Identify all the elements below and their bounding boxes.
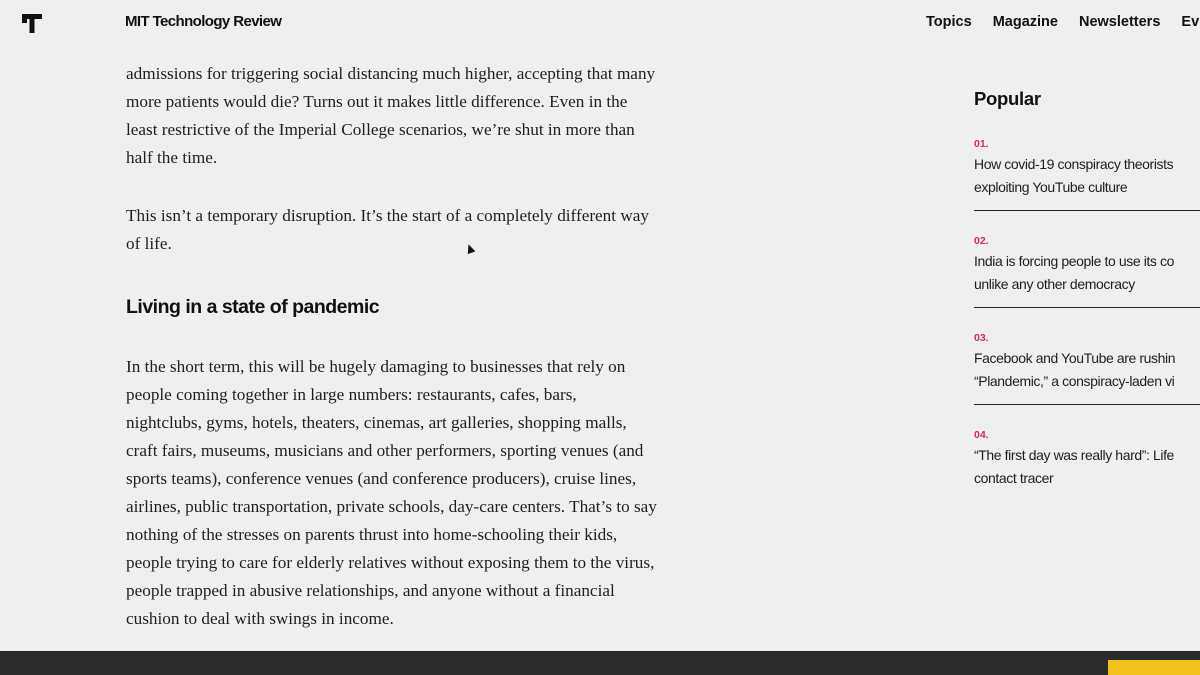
text-line: cushion to deal with swings in income. bbox=[126, 609, 394, 628]
divider bbox=[974, 307, 1200, 308]
popular-item[interactable] bbox=[974, 332, 1200, 429]
divider bbox=[974, 404, 1200, 405]
popular-title-line: “Plandemic,” a conspiracy-laden vi bbox=[974, 373, 1175, 389]
text-line: This isn’t a temporary disruption. It’s the start of a completely different way bbox=[126, 206, 649, 225]
popular-title-line: “The first day was really hard”: Life bbox=[974, 447, 1174, 463]
text-line: half the time. bbox=[126, 148, 218, 167]
text-line: airlines, public transportation, private schools, day-care centers. That’s to say bbox=[126, 497, 657, 516]
text-line: least restrictive of the Imperial College scenarios, we’re shut in more than bbox=[126, 120, 635, 139]
popular-title-line: exploiting YouTube culture bbox=[974, 179, 1128, 195]
text-line: people coming together in large numbers: restaurants, cafes, bars, bbox=[126, 385, 577, 404]
article-paragraph bbox=[126, 353, 746, 633]
text-line: more patients would die? Turns out it makes little difference. Even in the bbox=[126, 92, 628, 111]
bottom-banner bbox=[0, 651, 1200, 675]
popular-title-line: How covid-19 conspiracy theorists bbox=[974, 156, 1174, 172]
site-header bbox=[0, 0, 1200, 46]
popular-title-line: contact tracer bbox=[974, 470, 1054, 486]
nav-newsletters[interactable]: Newsletters bbox=[1078, 14, 1161, 30]
text-line: people trapped in abusive relationships, and anyone without a financial bbox=[126, 581, 615, 600]
popular-item-title[interactable] bbox=[974, 250, 1200, 296]
popular-item-number: 02. bbox=[974, 235, 989, 247]
section-heading: Living in a state of pandemic bbox=[126, 296, 380, 318]
text-line: admissions for triggering social distancing much higher, accepting that many bbox=[126, 64, 656, 83]
article-paragraph bbox=[126, 202, 746, 258]
brand-name[interactable]: MIT Technology Review bbox=[125, 13, 282, 30]
popular-item-number: 01. bbox=[974, 138, 989, 150]
nav-events[interactable]: Ev bbox=[1181, 14, 1200, 30]
popular-item-number: 03. bbox=[974, 332, 989, 344]
text-line: of life. bbox=[126, 234, 172, 253]
text-line: craft fairs, museums, musicians and other performers, sporting venues (and bbox=[126, 441, 644, 460]
text-line: nightclubs, gyms, hotels, theaters, cinemas, art galleries, shopping malls, bbox=[126, 413, 627, 432]
divider bbox=[974, 210, 1200, 211]
article-body bbox=[126, 60, 746, 633]
mit-tr-logo-icon[interactable] bbox=[20, 11, 44, 35]
popular-title-line: Facebook and YouTube are rushin bbox=[974, 350, 1176, 366]
popular-title-line: India is forcing people to use its co bbox=[974, 253, 1174, 269]
popular-item-number: 04. bbox=[974, 429, 989, 441]
popular-item-title[interactable] bbox=[974, 153, 1200, 199]
article-paragraph bbox=[126, 60, 746, 172]
subscribe-button[interactable] bbox=[1108, 660, 1200, 675]
popular-sidebar bbox=[974, 88, 1200, 526]
text-line: In the short term, this will be hugely damaging to businesses that rely on bbox=[126, 357, 626, 376]
popular-item[interactable] bbox=[974, 429, 1200, 526]
text-line: nothing of the stresses on parents thrust into home-schooling their kids, bbox=[126, 525, 618, 544]
nav-topics[interactable]: Topics bbox=[926, 14, 972, 30]
popular-title-line: unlike any other democracy bbox=[974, 276, 1135, 292]
popular-item-title[interactable] bbox=[974, 444, 1200, 490]
nav-magazine[interactable]: Magazine bbox=[992, 14, 1058, 30]
text-line: sports teams), conference venues (and conference producers), cruise lines, bbox=[126, 469, 637, 488]
popular-item[interactable] bbox=[974, 138, 1200, 235]
popular-item[interactable] bbox=[974, 235, 1200, 332]
text-line: people trying to care for elderly relatives without exposing them to the virus, bbox=[126, 553, 655, 572]
popular-item-title[interactable] bbox=[974, 347, 1200, 393]
popular-title: Popular bbox=[974, 88, 1041, 109]
main-nav bbox=[926, 14, 1200, 30]
